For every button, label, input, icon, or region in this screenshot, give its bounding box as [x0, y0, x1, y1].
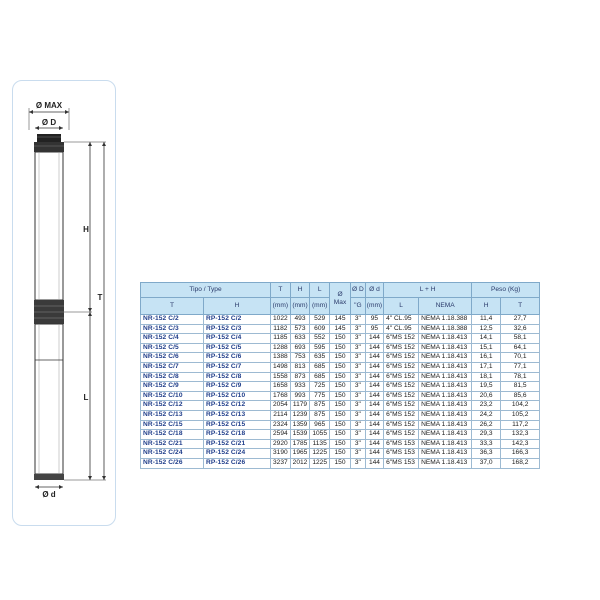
cell-D: 3": [351, 449, 366, 459]
cell-model-T: NR-152 C/21: [141, 439, 204, 449]
cell-NEMA: NEMA 1.18.413: [419, 430, 472, 440]
cell-L: 635: [310, 353, 330, 363]
D-dim-arrow-right: [59, 126, 63, 130]
cell-model-T: NR-152 C/18: [141, 430, 204, 440]
cell-peso-H: 11,4: [472, 315, 501, 325]
cell-NEMA: NEMA 1.18.413: [419, 362, 472, 372]
max-dim-arrow-right: [65, 110, 69, 114]
cell-peso-T: 166,3: [501, 449, 540, 459]
D-dim-arrow-left: [35, 126, 39, 130]
cell-T: 2594: [271, 430, 291, 440]
cell-T: 1288: [271, 343, 291, 353]
cell-L-motor: 6"MS 152: [384, 353, 419, 363]
cell-T: 3237: [271, 458, 291, 468]
cell-d: 144: [365, 420, 383, 430]
cell-L-motor: 6"MS 152: [384, 334, 419, 344]
cell-peso-H: 24,2: [472, 410, 501, 420]
max-dim-arrow-left: [29, 110, 33, 114]
cell-model-H: RP-152 C/13: [204, 410, 271, 420]
cell-max: 150: [330, 449, 351, 459]
cell-max: 150: [330, 343, 351, 353]
cell-model-T: NR-152 C/9: [141, 382, 204, 392]
cell-d: 144: [365, 353, 383, 363]
cell-L: 609: [310, 324, 330, 334]
cell-D: 3": [351, 353, 366, 363]
cell-L-motor: 6"MS 153: [384, 439, 419, 449]
cell-peso-T: 81,5: [501, 382, 540, 392]
cell-L-motor: 6"MS 152: [384, 362, 419, 372]
cell-peso-T: 58,1: [501, 334, 540, 344]
cell-NEMA: NEMA 1.18.388: [419, 324, 472, 334]
cell-peso-T: 77,1: [501, 362, 540, 372]
cell-NEMA: NEMA 1.18.413: [419, 382, 472, 392]
cell-NEMA: NEMA 1.18.413: [419, 439, 472, 449]
cell-peso-H: 19,5: [472, 382, 501, 392]
cell-T: 2054: [271, 401, 291, 411]
cell-L: 775: [310, 391, 330, 401]
cell-H: 1539: [290, 430, 310, 440]
table-row: [141, 430, 540, 440]
cell-D: 3": [351, 430, 366, 440]
D-dia-label: Ø D: [41, 118, 57, 127]
cell-NEMA: NEMA 1.18.413: [419, 334, 472, 344]
cell-max: 150: [330, 420, 351, 430]
cell-L: 875: [310, 410, 330, 420]
cell-peso-T: 85,6: [501, 391, 540, 401]
table-row: [141, 334, 540, 344]
cell-max: 150: [330, 458, 351, 468]
cell-peso-H: 18,1: [472, 372, 501, 382]
cell-peso-H: 23,2: [472, 401, 501, 411]
cell-H: 573: [290, 324, 310, 334]
table-row: [141, 391, 540, 401]
cell-model-H: RP-152 C/26: [204, 458, 271, 468]
header-LH: L + H: [384, 283, 472, 298]
header-d: Ø d: [365, 283, 383, 298]
cell-model-H: RP-152 C/3: [204, 324, 271, 334]
cell-peso-T: 64,1: [501, 343, 540, 353]
cell-NEMA: NEMA 1.18.413: [419, 391, 472, 401]
cell-model-H: RP-152 C/8: [204, 372, 271, 382]
cell-L: 1225: [310, 449, 330, 459]
table-row: [141, 420, 540, 430]
cell-NEMA: NEMA 1.18.413: [419, 343, 472, 353]
cell-H: 1179: [290, 401, 310, 411]
cell-NEMA: NEMA 1.18.413: [419, 420, 472, 430]
cell-max: 150: [330, 430, 351, 440]
table-row: [141, 382, 540, 392]
cell-model-T: NR-152 C/8: [141, 372, 204, 382]
cell-peso-H: 12,5: [472, 324, 501, 334]
cell-L: 965: [310, 420, 330, 430]
cell-d: 144: [365, 449, 383, 459]
cell-max: 150: [330, 372, 351, 382]
cell-d: 144: [365, 439, 383, 449]
spec-table: [140, 282, 540, 469]
cell-d: 144: [365, 410, 383, 420]
cell-max: 150: [330, 382, 351, 392]
cell-H: 873: [290, 372, 310, 382]
cell-D: 3": [351, 391, 366, 401]
subheader-T: T: [141, 298, 204, 315]
cell-d: 95: [365, 324, 383, 334]
cell-T: 1768: [271, 391, 291, 401]
pump-drawing: [0, 0, 130, 600]
cell-peso-H: 26,2: [472, 420, 501, 430]
subheader-peso-T: T: [501, 298, 540, 315]
cell-peso-T: 117,2: [501, 420, 540, 430]
header-peso: Peso (Kg): [472, 283, 540, 298]
cell-d: 95: [365, 315, 383, 325]
cell-peso-H: 29,3: [472, 430, 501, 440]
cell-H: 633: [290, 334, 310, 344]
cell-D: 3": [351, 382, 366, 392]
cell-peso-T: 132,3: [501, 430, 540, 440]
table-row: [141, 315, 540, 325]
unit-mm-H: (mm): [290, 298, 310, 315]
cell-peso-T: 142,3: [501, 439, 540, 449]
cell-model-T: NR-152 C/5: [141, 343, 204, 353]
table-row: [141, 439, 540, 449]
cell-peso-H: 15,1: [472, 343, 501, 353]
cell-L-motor: 4" CL.95: [384, 324, 419, 334]
cell-model-T: NR-152 C/13: [141, 410, 204, 420]
cell-model-T: NR-152 C/10: [141, 391, 204, 401]
cell-NEMA: NEMA 1.18.413: [419, 449, 472, 459]
cell-d: 144: [365, 430, 383, 440]
cell-peso-H: 33,3: [472, 439, 501, 449]
table-row: [141, 353, 540, 363]
cell-L-motor: 6"MS 152: [384, 372, 419, 382]
cell-H: 693: [290, 343, 310, 353]
motor-base: [34, 474, 64, 480]
cell-D: 3": [351, 458, 366, 468]
header-H: H: [290, 283, 310, 298]
cell-model-H: RP-152 C/4: [204, 334, 271, 344]
L-label: L: [83, 393, 89, 402]
table-row: [141, 449, 540, 459]
cell-peso-T: 27,7: [501, 315, 540, 325]
cell-model-T: NR-152 C/6: [141, 353, 204, 363]
discharge-head: [34, 142, 64, 152]
header-L: L: [310, 283, 330, 298]
cell-model-H: RP-152 C/21: [204, 439, 271, 449]
cell-model-H: RP-152 C/2: [204, 315, 271, 325]
header-D: Ø D: [351, 283, 366, 298]
unit-mm-L: (mm): [310, 298, 330, 315]
cell-L: 1225: [310, 458, 330, 468]
cell-max: 150: [330, 391, 351, 401]
unit-mm-d: (mm): [365, 298, 383, 315]
cell-max: 145: [330, 315, 351, 325]
cell-H: 493: [290, 315, 310, 325]
subheader-NEMA: NEMA: [419, 298, 472, 315]
cell-T: 1185: [271, 334, 291, 344]
cell-L-motor: 6"MS 152: [384, 401, 419, 411]
cell-max: 150: [330, 353, 351, 363]
cell-NEMA: NEMA 1.18.413: [419, 353, 472, 363]
cell-L-motor: 6"MS 152: [384, 420, 419, 430]
cell-T: 3190: [271, 449, 291, 459]
cell-D: 3": [351, 315, 366, 325]
cell-peso-H: 36,3: [472, 449, 501, 459]
cell-model-H: RP-152 C/5: [204, 343, 271, 353]
cell-d: 144: [365, 391, 383, 401]
header-T: T: [271, 283, 291, 298]
cell-H: 2012: [290, 458, 310, 468]
cell-L: 685: [310, 372, 330, 382]
cell-T: 2114: [271, 410, 291, 420]
cell-L-motor: 6"MS 153: [384, 449, 419, 459]
cell-model-H: RP-152 C/6: [204, 353, 271, 363]
cell-peso-T: 168,2: [501, 458, 540, 468]
cell-max: 145: [330, 324, 351, 334]
cell-H: 753: [290, 353, 310, 363]
table-row: [141, 410, 540, 420]
cell-H: 813: [290, 362, 310, 372]
cell-T: 2324: [271, 420, 291, 430]
cell-max: 150: [330, 401, 351, 411]
cell-peso-H: 17,1: [472, 362, 501, 372]
cell-d: 144: [365, 343, 383, 353]
cell-L-motor: 4" CL.95: [384, 315, 419, 325]
cell-max: 150: [330, 362, 351, 372]
cell-model-H: RP-152 C/12: [204, 401, 271, 411]
table-row: [141, 362, 540, 372]
cell-d: 144: [365, 401, 383, 411]
cell-model-T: NR-152 C/15: [141, 420, 204, 430]
cell-max: 150: [330, 410, 351, 420]
header-max: Ø Max: [330, 283, 351, 315]
cell-T: 2920: [271, 439, 291, 449]
cell-NEMA: NEMA 1.18.413: [419, 458, 472, 468]
T-label: T: [97, 293, 103, 302]
cell-peso-H: 20,6: [472, 391, 501, 401]
cell-peso-T: 104,2: [501, 401, 540, 411]
table-row: [141, 324, 540, 334]
cell-model-T: NR-152 C/12: [141, 401, 204, 411]
max-dia-label: Ø MAX: [35, 101, 63, 110]
d-dia-label: Ø d: [42, 490, 56, 499]
cell-max: 150: [330, 334, 351, 344]
unit-mm-T: (mm): [271, 298, 291, 315]
cell-T: 1182: [271, 324, 291, 334]
cell-L-motor: 6"MS 152: [384, 343, 419, 353]
cell-model-T: NR-152 C/4: [141, 334, 204, 344]
cell-H: 1965: [290, 449, 310, 459]
cell-d: 144: [365, 334, 383, 344]
cell-T: 1498: [271, 362, 291, 372]
cell-L: 685: [310, 362, 330, 372]
cell-model-H: RP-152 C/18: [204, 430, 271, 440]
H-label: H: [83, 225, 89, 234]
subheader-peso-H: H: [472, 298, 501, 315]
cell-model-T: NR-152 C/2: [141, 315, 204, 325]
unit-G: "G: [351, 298, 366, 315]
cell-L-motor: 6"MS 152: [384, 430, 419, 440]
table-row: [141, 372, 540, 382]
cell-d: 144: [365, 372, 383, 382]
cell-model-H: RP-152 C/15: [204, 420, 271, 430]
table-row: [141, 458, 540, 468]
cell-H: 993: [290, 391, 310, 401]
cell-d: 144: [365, 362, 383, 372]
cell-NEMA: NEMA 1.18.413: [419, 410, 472, 420]
header-tipo: Tipo / Type: [141, 283, 271, 298]
cell-T: 1388: [271, 353, 291, 363]
cell-L: 595: [310, 343, 330, 353]
cell-NEMA: NEMA 1.18.413: [419, 401, 472, 411]
cell-d: 144: [365, 382, 383, 392]
cell-model-T: NR-152 C/24: [141, 449, 204, 459]
cell-L: 725: [310, 382, 330, 392]
cell-L: 1055: [310, 430, 330, 440]
cell-D: 3": [351, 372, 366, 382]
cell-H: 933: [290, 382, 310, 392]
cell-peso-T: 78,1: [501, 372, 540, 382]
cell-model-T: NR-152 C/7: [141, 362, 204, 372]
cell-D: 3": [351, 401, 366, 411]
cell-max: 150: [330, 439, 351, 449]
cell-model-H: RP-152 C/10: [204, 391, 271, 401]
cell-L: 875: [310, 401, 330, 411]
cell-H: 1359: [290, 420, 310, 430]
cell-D: 3": [351, 420, 366, 430]
cell-L: 552: [310, 334, 330, 344]
cell-peso-T: 105,2: [501, 410, 540, 420]
cell-model-T: NR-152 C/3: [141, 324, 204, 334]
cell-L-motor: 6"MS 152: [384, 382, 419, 392]
cell-L-motor: 6"MS 152: [384, 410, 419, 420]
subheader-H: H: [204, 298, 271, 315]
cell-D: 3": [351, 324, 366, 334]
table-row: [141, 343, 540, 353]
cell-peso-H: 37,0: [472, 458, 501, 468]
cell-D: 3": [351, 439, 366, 449]
cell-D: 3": [351, 362, 366, 372]
cell-NEMA: NEMA 1.18.413: [419, 372, 472, 382]
cell-model-T: NR-152 C/26: [141, 458, 204, 468]
cell-L-motor: 6"MS 152: [384, 391, 419, 401]
cell-D: 3": [351, 334, 366, 344]
cell-L: 1135: [310, 439, 330, 449]
cell-T: 1022: [271, 315, 291, 325]
cell-peso-T: 32,6: [501, 324, 540, 334]
cell-model-H: RP-152 C/24: [204, 449, 271, 459]
cell-model-H: RP-152 C/9: [204, 382, 271, 392]
table-row: [141, 401, 540, 411]
cell-T: 1558: [271, 372, 291, 382]
cell-peso-T: 70,1: [501, 353, 540, 363]
cell-T: 1658: [271, 382, 291, 392]
cell-L-motor: 6"MS 153: [384, 458, 419, 468]
cell-model-H: RP-152 C/7: [204, 362, 271, 372]
cell-NEMA: NEMA 1.18.388: [419, 315, 472, 325]
subheader-L: L: [384, 298, 419, 315]
cell-peso-H: 16,1: [472, 353, 501, 363]
cell-H: 1785: [290, 439, 310, 449]
cell-peso-H: 14,1: [472, 334, 501, 344]
cell-D: 3": [351, 410, 366, 420]
cell-H: 1239: [290, 410, 310, 420]
cell-d: 144: [365, 458, 383, 468]
cell-D: 3": [351, 343, 366, 353]
discharge-top: [37, 134, 61, 142]
cell-L: 529: [310, 315, 330, 325]
